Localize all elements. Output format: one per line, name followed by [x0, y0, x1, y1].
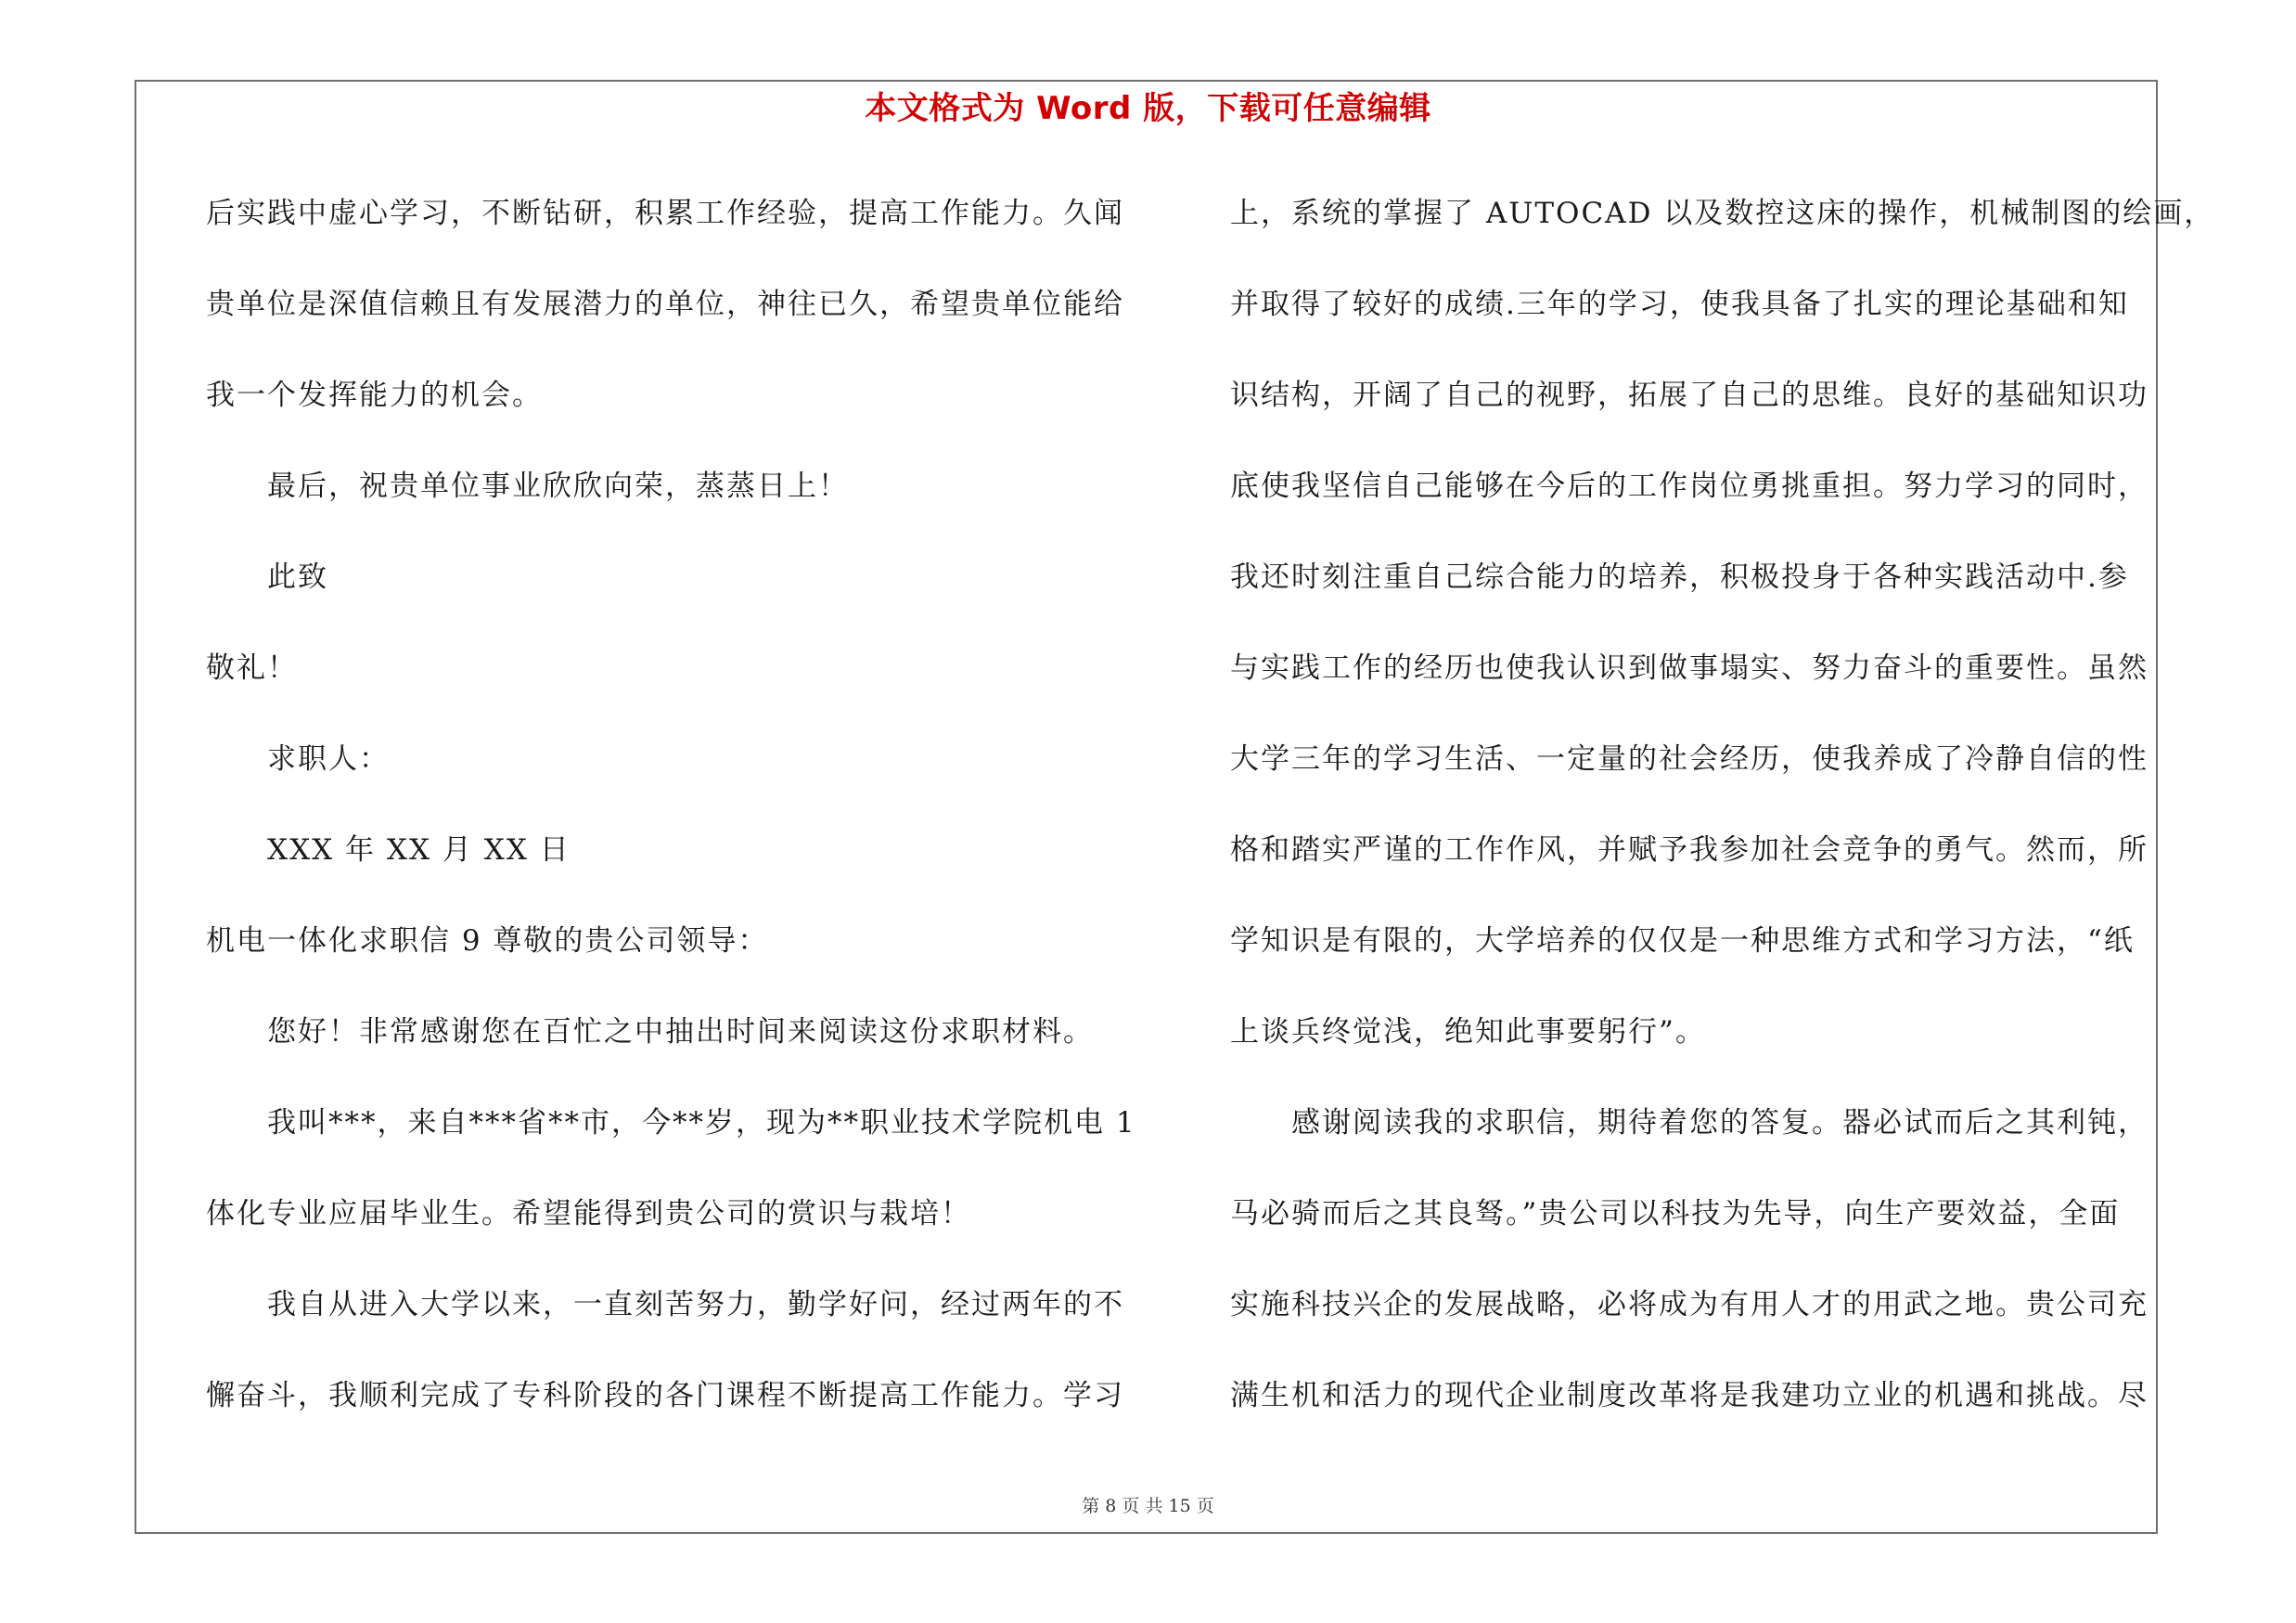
text-line: 上谈兵终觉浅，绝知此事要躬行”。 [1230, 1015, 1706, 1049]
text-line: 敬礼！ [206, 651, 298, 685]
text-line: 马必骑而后之其良驽。”贵公司以科技为先导，向生产要效益，全面 [1230, 1197, 2121, 1230]
text-line: 我一个发挥能力的机会。 [206, 379, 543, 412]
text-line: 并取得了较好的成绩.三年的学习，使我具备了扎实的理论基础和知 [1230, 288, 2129, 321]
right-column [1230, 186, 2215, 1459]
text-line: 贵单位是深值信赖且有发展潜力的单位，神往已久，希望贵单位能给 [206, 288, 1124, 321]
text-line: 识结构，开阔了自己的视野，拓展了自己的思维。良好的基础知识功 [1230, 379, 2148, 412]
left-column [206, 186, 1134, 1459]
text-line: 我自从进入大学以来，一直刻苦努力，勤学好问，经过两年的不 [267, 1288, 1124, 1321]
text-line: 体化专业应届毕业生。希望能得到贵公司的赏识与栽培！ [206, 1197, 971, 1230]
text-line: 大学三年的学习生活、一定量的社会经历，使我养成了冷静自信的性 [1230, 742, 2148, 776]
text-line: 您好！非常感谢您在百忙之中抽出时间来阅读这份求职材料。 [267, 1015, 1094, 1049]
text-line: 感谢阅读我的求职信，期待着您的答复。器必试而后之其利钝， [1291, 1106, 2148, 1140]
text-line: 与实践工作的经历也使我认识到做事塌实、努力奋斗的重要性。虽然 [1230, 651, 2148, 685]
text-line: 实施科技兴企的发展战略，必将成为有用人才的用武之地。贵公司充 [1230, 1288, 2148, 1321]
text-line: 满生机和活力的现代企业制度改革将是我建功立业的机遇和挑战。尽 [1230, 1379, 2148, 1412]
text-line: 最后，祝贵单位事业欣欣向荣，蒸蒸日上！ [267, 470, 849, 503]
text-line: 此致 [267, 560, 328, 594]
text-line: 学知识是有限的，大学培养的仅仅是一种思维方式和学习方法，“纸 [1230, 924, 2135, 958]
text-line: 机电一体化求职信 9 尊敬的贵公司领导： [206, 924, 769, 958]
text-line: 我叫***，来自***省**市，今**岁，现为**职业技术学院机电 1 [267, 1106, 1136, 1140]
text-line: 后实践中虚心学习，不断钻研，积累工作经验，提高工作能力。久闻 [206, 197, 1124, 230]
page-number-footer: 第 8 页 共 15 页 [1082, 1496, 1214, 1516]
text-line: 懈奋斗，我顺利完成了专科阶段的各门课程不断提高工作能力。学习 [206, 1379, 1124, 1412]
text-line: 底使我坚信自己能够在今后的工作岗位勇挑重担。努力学习的同时， [1230, 470, 2148, 503]
format-notice-banner: 本文格式为 Word 版，下载可任意编辑 [865, 90, 1431, 127]
text-line: 求职人： [267, 742, 390, 776]
text-line: 上，系统的掌握了 AUTOCAD 以及数控这床的操作，机械制图的绘画， [1230, 197, 2215, 230]
text-line: XXX 年 XX 月 XX 日 [267, 833, 571, 867]
text-line: 我还时刻注重自己综合能力的培养，积极投身于各种实践活动中.参 [1230, 560, 2129, 594]
text-line: 格和踏实严谨的工作作风，并赋予我参加社会竞争的勇气。然而，所 [1230, 833, 2148, 867]
